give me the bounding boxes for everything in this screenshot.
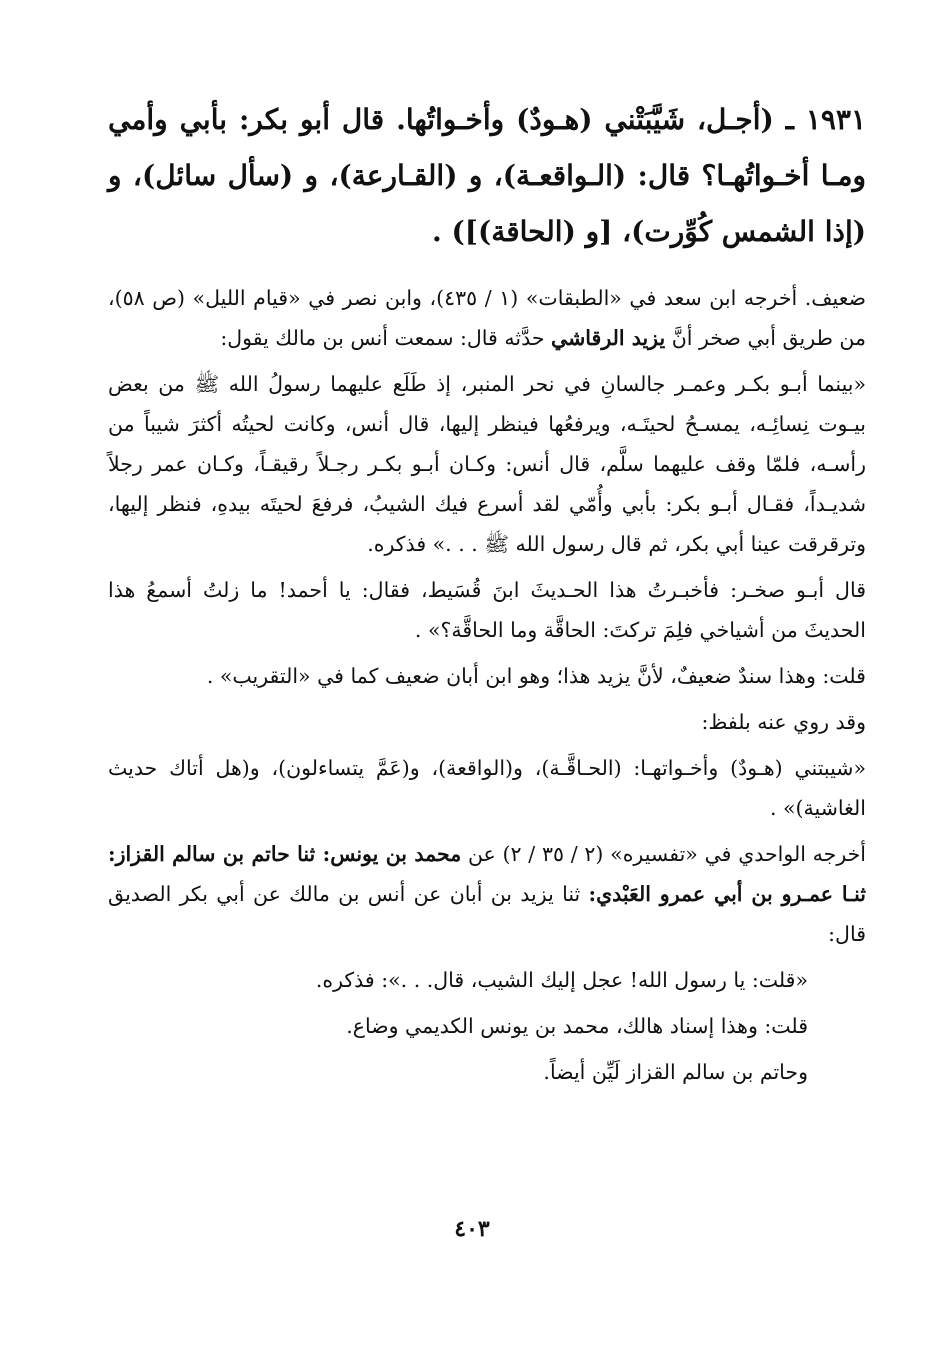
hatim-verdict: وحاتم بن سالم القزاز لَيِّن أيضاً.	[543, 1060, 808, 1084]
takhrij-text-2: حدَّثه قال: سمعت أنس بن مالك يقول:	[220, 326, 552, 350]
other-wording-intro: وقد روي عنه بلفظ:	[701, 710, 866, 734]
wahidi-paragraph	[108, 834, 866, 954]
narration-quote: «بينما أبـو بكـر وعمـر جالسانِ في نحر المنبر، إذ طَلَع عليهما رسولُ الله ﷺ من بعض بيـوت نِسائِـه، يمسـحُ لحيتَـه، ويرفعُها فينظر إليها، قال أنس، وكانت لحيتُه أكثرَ شيباً من رأسـه، فلمّا وقف عليهما سلَّم، قال أنس: وكـان أبـو بكـر رجـلاً رقيقـاً، وكـان عمر رجلاً شديـداً، فقـال أبـو بكر: بأبي وأُمّي لقد أسرع فيك الشيبُ، فرفعَ لحيتَه بيدهِ، فنظر إليها، وترقرقت عينا أبي بكر، ثم قال رسول الله ﷺ . . .» فذكره.	[108, 372, 866, 556]
narrator-name: يزيد الرقاشي	[551, 326, 666, 350]
wahidi-text-2: ثنا يزيد بن أبان عن أنس بن مالك عن أبي بكر الصديق قال:	[108, 882, 866, 946]
takhrij-text-1: ضعيف. أخرجه ابن سعد في «الطبقات» (١ / ٤٣٥)، وابن نصر في «قيام الليل» (ص ٥٨)، من طريق أبي صخر أنَّ	[108, 286, 866, 350]
page-content	[108, 92, 866, 1098]
wahidi-text-1: أخرجه الواحدي في «تفسيره» (٢ / ٣٥ / ٢) عن	[461, 842, 866, 866]
page-number: ٤٠٣	[454, 1216, 490, 1242]
other-wording-quote: «شيبتني (هـودٌ) وأخـواتهـا: (الحـاقَّـة)، و(الواقعة)، و(عَمَّ يتساءلون)، و(هل أتاك حديث الغاشية)» .	[108, 756, 866, 820]
abu-sakhr-paragraph: قال أبـو صخـر: فأخبـرتُ هذا الحـديثَ ابنَ قُسَيط، فقال: يا أحمد! ما زلتُ أسمعُ هذا الحديثَ من أشياخي فلِمَ تركتَ: الحاقَّة وما الحاقَّة؟» .	[108, 578, 866, 642]
grading-paragraph: قلت: وهذا سندٌ ضعيفٌ، لأنَّ يزيد هذا؛ وهو ابن أبان ضعيف كما في «التقريب» .	[206, 664, 866, 688]
hadith-text: ١٩٣١ ـ (أجـل، شَيَّبَتْني (هـودٌ) وأخـواتُها. قال أبو بكر: بأبي وأمي ومـا أخـواتُهـا؟ قال: (الـواقعـة)، و (القـارعة)، و (سأل سائل)، و (إذا الشمس كُوِّرت)، [و (الحاقة)]) .	[108, 103, 866, 248]
abu-bakr-quote: «قلت: يا رسول الله! عجل إليك الشيب، قال. . .»: فذكره.	[315, 968, 808, 992]
closing-block	[168, 960, 866, 1092]
takhrij-paragraph	[108, 278, 866, 358]
isnad-verdict: قلت: وهذا إسناد هالك، محمد بن يونس الكديمي وضاع.	[346, 1014, 808, 1038]
chain-names: محمد بن يونس: ثنا حاتم بن سالم القزاز: ثنـا عمـرو بن أبي عمرو العَبْدي:	[108, 842, 866, 906]
